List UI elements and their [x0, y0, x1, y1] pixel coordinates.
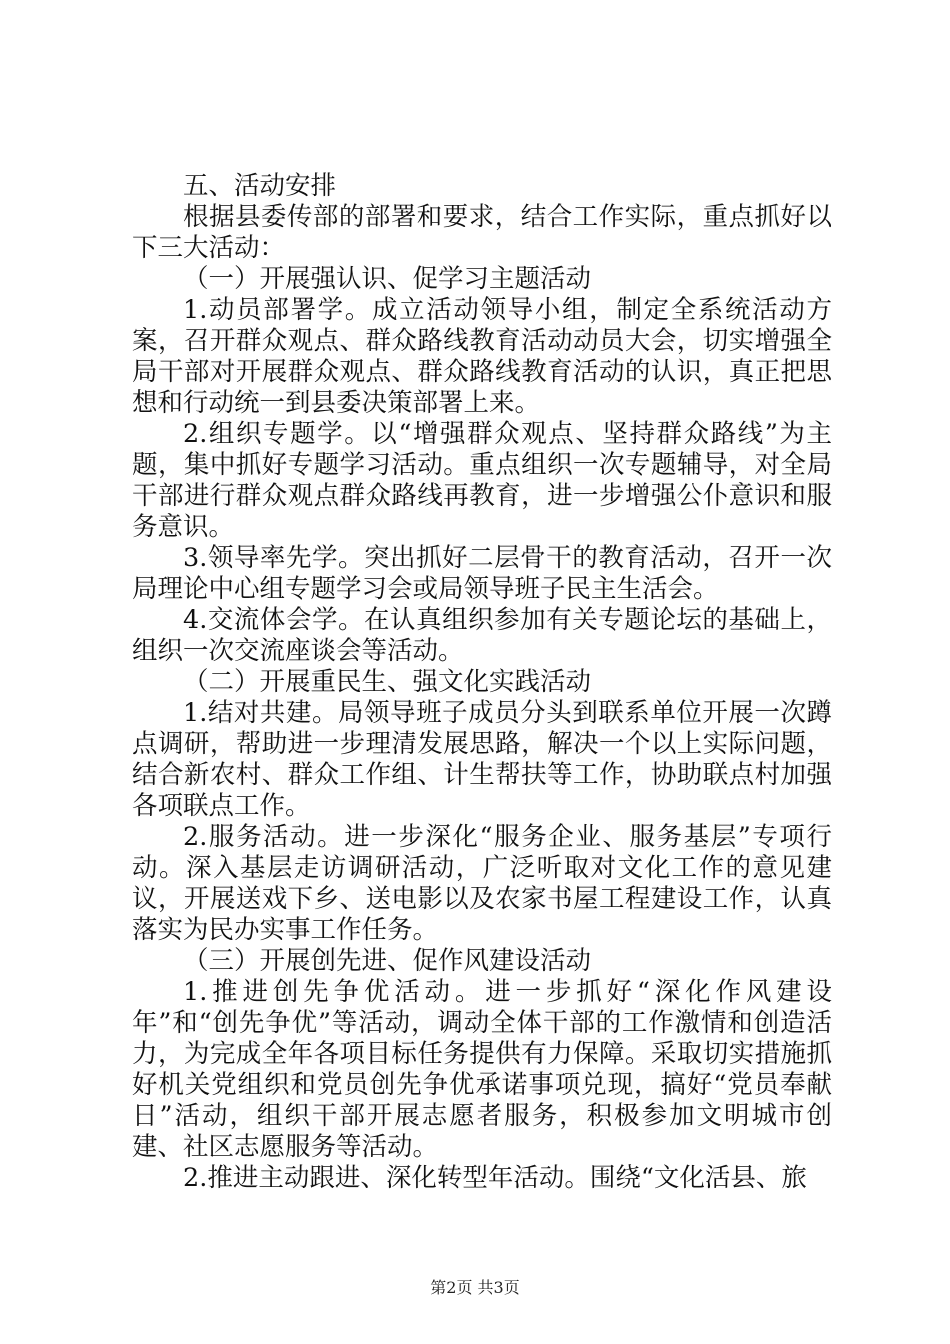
paragraph-item-1-2: 2.组织专题学。以“增强群众观点、坚持群众路线”为主题，集中抓好专题学习活动。重点组织一次专题辅导，对全局干部进行群众观点群众路线再教育，进一步增强公仆意识和服务意识。 — [132, 419, 832, 542]
paragraph-item-1-4: 4.交流体会学。在认真组织参加有关专题论坛的基础上，组织一次交流座谈会等活动。 — [132, 605, 832, 666]
paragraph-item-3-2: 2.推进主动跟进、深化转型年活动。围绕“文化活县、旅 — [183, 1163, 807, 1193]
subsection-heading-1: （一）开展强认识、促学习主题活动 — [183, 264, 592, 294]
paragraph-item-1-3: 3.领导率先学。突出抓好二层骨干的教育活动，召开一次局理论中心组专题学习会或局领导班子民主生活会。 — [132, 543, 832, 604]
paragraph-item-2-1: 1.结对共建。局领导班子成员分头到联系单位开展一次蹲点调研，帮助进一步理清发展思路，解决一个以上实际问题，结合新农村、群众工作组、计生帮扶等工作，协助联点村加强各项联点工作。 — [132, 698, 832, 821]
subsection-heading-2: （二）开展重民生、强文化实践活动 — [183, 667, 592, 697]
page-footer — [0, 1278, 950, 1298]
intro-paragraph: 根据县委传部的部署和要求，结合工作实际，重点抓好以下三大活动： — [132, 202, 832, 263]
section-heading: 五、活动安排 — [183, 171, 337, 201]
page-number-label: 第2页 共3页 — [430, 1278, 520, 1297]
paragraph-item-3-1: 1.推进创先争优活动。进一步抓好“深化作风建设年”和“创先争优”等活动，调动全体干部的工作激情和创造活力，为完成全年各项目标任务提供有力保障。采取切实措施抓好机关党组织和党员创先争优承诺事项兑现，搞好“党员奉献日”活动，组织干部开展志愿者服务，积极参加文明城市创建、社区志愿服务等活动。 — [132, 977, 832, 1162]
subsection-heading-3: （三）开展创先进、促作风建设活动 — [183, 946, 592, 976]
paragraph-item-2-2: 2.服务活动。进一步深化“服务企业、服务基层”专项行动。深入基层走访调研活动，广泛听取对文化工作的意见建议，开展送戏下乡、送电影以及农家书屋工程建设工作，认真落实为民办实事工作任务。 — [132, 822, 832, 945]
document-body — [132, 171, 832, 1194]
paragraph-item-1-1: 1.动员部署学。成立活动领导小组，制定全系统活动方案，召开群众观点、群众路线教育活动动员大会，切实增强全局干部对开展群众观点、群众路线教育活动的认识，真正把思想和行动统一到县委决策部署上来。 — [132, 295, 832, 418]
